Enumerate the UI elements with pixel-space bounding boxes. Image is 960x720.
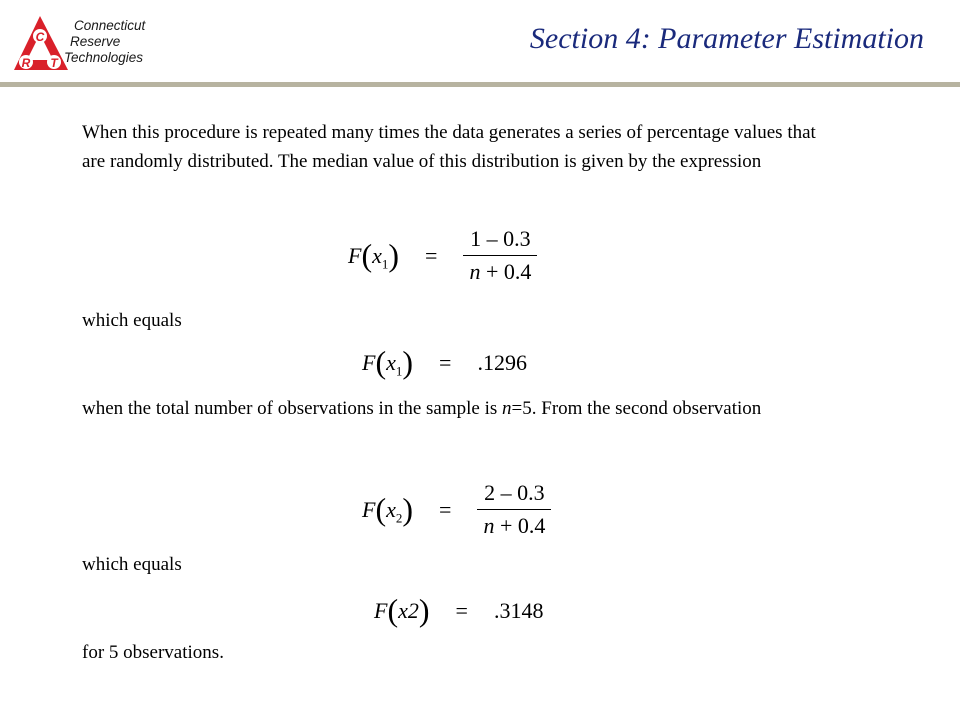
fraction-numerator: 1 – 0.3: [463, 226, 537, 256]
crt-triangle-logo-icon: [12, 14, 72, 76]
paragraph-which-equals-1: which equals: [82, 310, 182, 331]
logo-line-3: Technologies: [64, 50, 144, 65]
equation-value: .3148: [493, 597, 544, 623]
logo-wordmark: [64, 18, 145, 66]
equals-sign: =: [439, 349, 452, 375]
company-logo: [12, 14, 182, 76]
paragraph-closing: for 5 observations.: [82, 642, 224, 663]
slide-title: Section 4: Parameter Estimation: [529, 22, 924, 55]
logo-line-2: Reserve: [70, 34, 121, 49]
fraction: [477, 480, 551, 539]
equals-sign: =: [439, 496, 452, 522]
paragraph-sample-size: when the total number of observations in the sample is n=5. From the second observation: [82, 398, 762, 419]
equation-value: .1296: [477, 349, 527, 375]
logo-line-1: Connecticut: [74, 18, 146, 33]
equation-lhs: $F(x_1)$: [362, 344, 414, 380]
equation-lhs: $F(x_2)$: [362, 491, 414, 527]
fraction-denominator: n + 0.4: [483, 513, 546, 538]
equation-f-x1-formula: [348, 226, 537, 285]
logo-letter-c: C: [35, 30, 45, 44]
fraction: [463, 226, 537, 285]
fraction-numerator: 2 – 0.3: [477, 480, 551, 510]
equation-f-x1-value: [362, 344, 527, 381]
paragraph-which-equals-2: which equals: [82, 554, 182, 575]
equation-lhs: $F(x_1)$: [348, 237, 400, 273]
logo-letter-t: T: [50, 56, 58, 70]
paragraph-intro: When this procedure is repeated many times the data generates a series of percentage values that are randomly distributed. The median value of this distribution is given by the expression: [82, 122, 816, 172]
fraction-denominator: n + 0.4: [469, 259, 532, 284]
equals-sign: =: [455, 597, 468, 623]
title-divider: [0, 82, 960, 87]
equation-lhs: F(x2): [374, 592, 430, 628]
equals-sign: =: [425, 242, 438, 268]
equation-f-x2-value: [374, 592, 543, 629]
logo-letter-r: R: [21, 56, 31, 70]
equation-f-x2-formula: [362, 480, 551, 539]
